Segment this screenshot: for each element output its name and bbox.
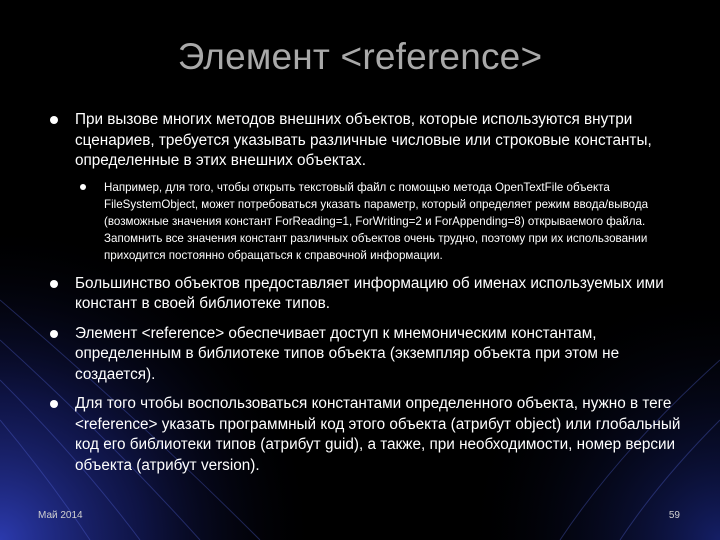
bullet-dot-icon (50, 116, 58, 124)
bullet-item (48, 394, 688, 476)
bullet-text: Большинство объектов предоставляет информацию об именах используемых ими констант в своей библиотеке типов. (75, 274, 664, 312)
bullet-text: Элемент <reference> обеспечивает доступ к мнемоническим константам, определенным в библиотеке типов объекта (экземпляр объекта при этом не создается). (75, 324, 620, 383)
bullet-list (48, 110, 688, 485)
bullet-dot-icon (50, 400, 58, 408)
bullet-dot-icon (50, 280, 58, 288)
slide-title: Элемент <reference> (177, 36, 543, 77)
bullet-dot-icon (50, 330, 58, 338)
sub-bullet-item (80, 179, 688, 264)
bullet-text: При вызове многих методов внешних объектов, которые используются внутри сценариев, требуется указывать различные числовые или строковые константы, определенные в этих внешних объектах. (75, 111, 652, 169)
bullet-dot-icon (80, 184, 86, 190)
bullet-item (48, 324, 688, 386)
sub-bullet-text: Например, для того, чтобы открыть текстовый файл с помощью метода OpenTextFile объекта FileSystemObject, может потребоваться указать параметр, который определяет режим ввода/вывода (возможные значения констант ForReading=1, ForWriting=2 и ForAppending=8) открываемого файла. Запомнить все значения констант различных объектов очень трудно, поэтому при их использовании приходится постоянно обращаться к справочной информации. (104, 180, 649, 262)
footer-date: Май 2014 (38, 510, 83, 521)
bullet-item (48, 110, 688, 172)
bullet-item (48, 274, 688, 315)
bullet-text: Для того чтобы воспользоваться константами определенного объекта, нужно в теге <reference> указать программный код этого объекта (атрибут object) или глобальный код его библиотеки типов (атрибут guid), а также, при необходимости, номер версии объекта (атрибут version). (75, 395, 681, 474)
slide-number: 59 (668, 510, 680, 521)
